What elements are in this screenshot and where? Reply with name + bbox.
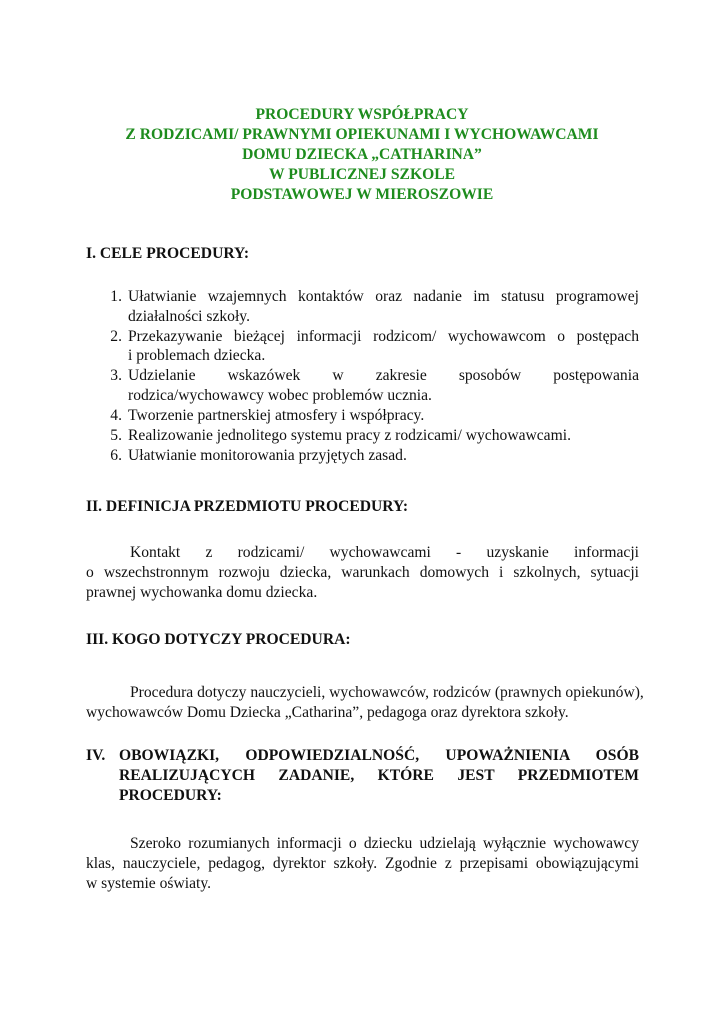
heading-line: PROCEDURY: [119, 787, 222, 804]
goals-list [86, 287, 639, 466]
list-item-text: Tworzenie partnerskiej atmosfery i współpracy. [128, 406, 425, 424]
paragraph-line: o wszechstronnym rozwoju dziecka, warunkach domowych i szkolnych, sytuacji [86, 564, 639, 581]
title-line: Z RODZICAMI/ PRAWNYMI OPIEKUNAMI I WYCHOWAWCAMI [125, 126, 599, 143]
paragraph-line: wychowawców Domu Dziecka „Catharina”, pedagoga oraz dyrektora szkoły. [86, 704, 569, 721]
list-item-number: 5. [110, 426, 122, 444]
list-item-text: Ułatwianie wzajemnych kontaktów oraz nadanie im statusu programowej [128, 288, 639, 305]
section-heading-definition: II. DEFINICJA PRZEDMIOTU PROCEDURY: [86, 498, 409, 515]
section-number: IV. [86, 747, 106, 764]
list-item-text: rodzica/wychowawcy wobec problemów ucznia. [128, 386, 432, 404]
title-line: DOMU DZIECKA „CATHARINA” [242, 146, 482, 163]
document-title [86, 105, 638, 205]
list-item-text: Udzielanie wskazówek w zakresie sposobów postępowania [128, 367, 639, 384]
paragraph-line: w systemie oświaty. [86, 875, 212, 892]
list-item-number: 1. [110, 288, 122, 305]
list-item [86, 406, 639, 426]
list-item [86, 366, 639, 405]
scope-paragraph [86, 683, 644, 723]
list-item-text: Ułatwianie monitorowania przyjętych zasad. [128, 446, 407, 464]
title-line: PROCEDURY WSPÓŁPRACY [255, 106, 469, 123]
list-item-text: i problemach dziecka. [128, 347, 266, 364]
section-heading-goals: I. CELE PROCEDURY: [86, 245, 250, 262]
section-heading-responsibilities [86, 746, 639, 806]
list-item-text: Przekazywanie bieżącej informacji rodzicom/ wychowawcom o postępach [128, 327, 639, 345]
list-item-text: działalności szkoły. [128, 307, 250, 325]
responsibilities-paragraph [86, 834, 639, 894]
list-item [86, 327, 639, 366]
section-heading-scope: III. KOGO DOTYCZY PROCEDURA: [86, 631, 351, 648]
paragraph-line: prawnej wychowanka domu dziecka. [86, 584, 318, 601]
list-item [86, 446, 639, 466]
list-item-text: Realizowanie jednolitego systemu pracy z rodzicami/ wychowawcami. [128, 426, 571, 444]
paragraph-line: Procedura dotyczy nauczycieli, wychowawców, rodziców (prawnych opiekunów), [130, 684, 644, 701]
list-item-number: 4. [110, 406, 122, 424]
title-line: PODSTAWOWEJ W MIEROSZOWIE [230, 186, 494, 203]
list-item-number: 3. [110, 367, 122, 384]
list-item-number: 2. [110, 327, 122, 345]
list-item-number: 6. [110, 446, 122, 464]
heading-line: REALIZUJĄCYCH ZADANIE, KTÓRE JEST PRZEDMIOTEM [119, 767, 639, 784]
list-item [86, 426, 639, 446]
paragraph-line: Szeroko rozumianych informacji o dziecku udzielają wyłącznie wychowawcy [130, 835, 639, 852]
heading-line: OBOWIĄZKI, ODPOWIEDZIALNOŚĆ, UPOWAŻNIENIA OSÓB [119, 747, 639, 764]
list-item [86, 287, 639, 326]
definition-paragraph [86, 543, 639, 603]
paragraph-line: klas, nauczyciele, pedagog, dyrektor szkoły. Zgodnie z przepisami obowiązującymi [86, 855, 639, 872]
title-line: W PUBLICZNEJ SZKOLE [268, 166, 456, 183]
paragraph-line: Kontakt z rodzicami/ wychowawcami - uzyskanie informacji [130, 544, 639, 561]
